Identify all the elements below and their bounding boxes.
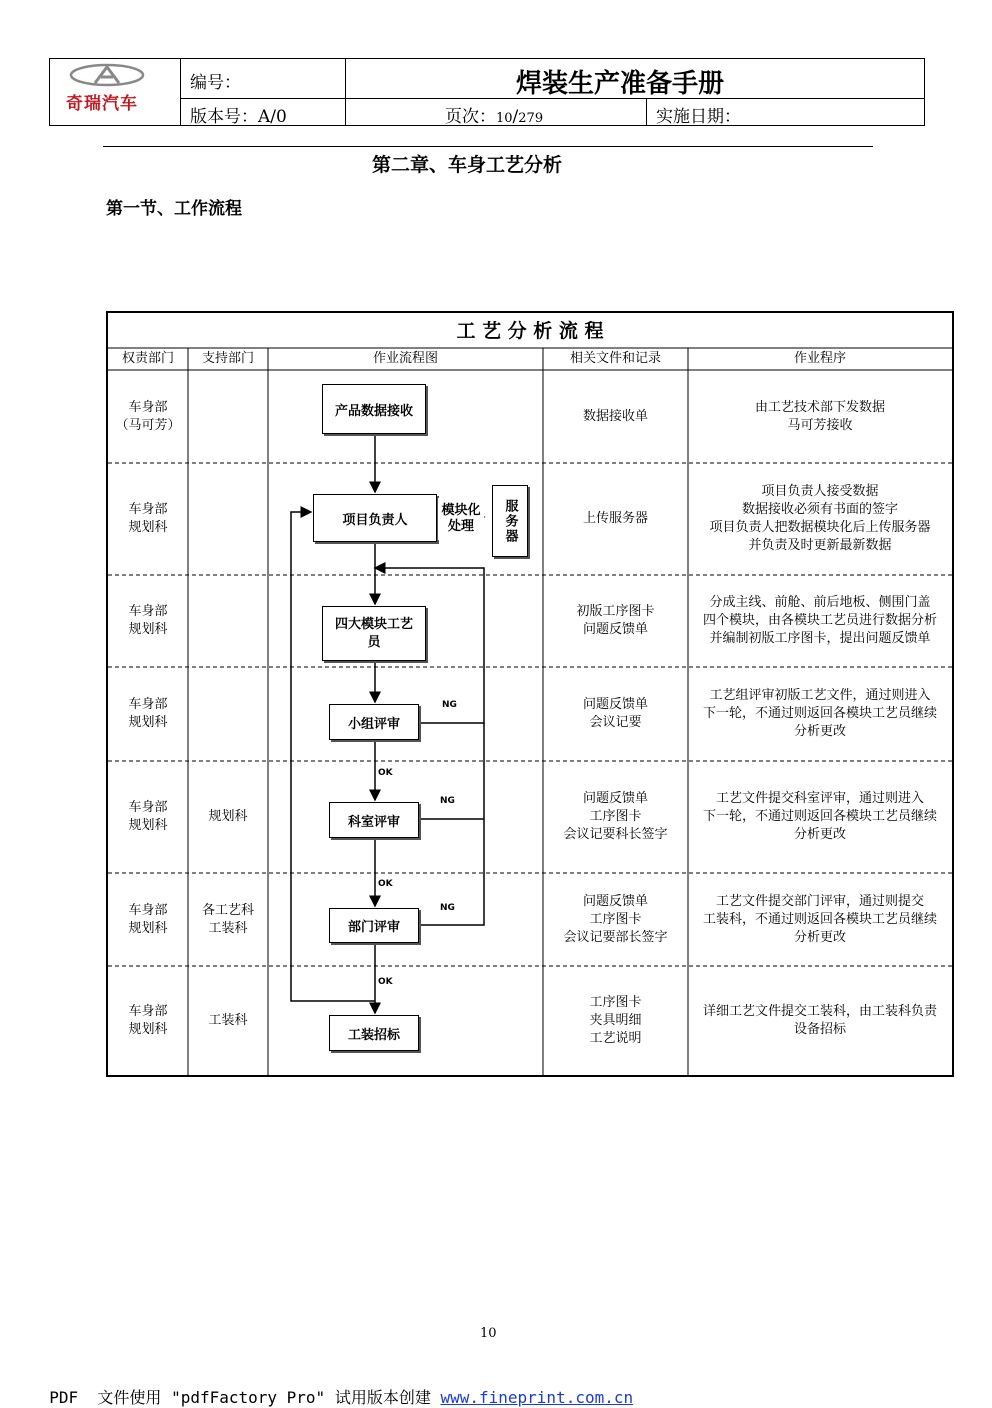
flow-box-receive: 产品数据接收 [322,384,426,434]
flow-table-title: 工 艺 分 析 流 程 [456,320,604,342]
flow-diagram [108,313,952,1075]
column-header-flow: 作业流程图 [372,351,438,366]
row-dept-line: 规划科 [128,1021,168,1037]
flow-box-division-review: 部门评审 [329,908,419,943]
footer-text: PDF 文件使用 "pdfFactory Pro" 试用版本创建 [49,1388,441,1407]
row-docs-line: 数据接收单 [582,408,648,424]
flow-box-four-modules: 四大模块工艺员 [322,606,426,661]
flow-box-project-lead: 项目负责人 [313,494,437,542]
row-docs-line: 工艺说明 [589,1030,642,1046]
row-procedure-line: 分析更改 [793,929,846,945]
row-docs-line: 上传服务器 [582,511,648,526]
row-procedure-line: 项目负责人接受数据 [761,484,879,499]
row-dept-line: 车身部 [128,604,168,619]
row-dept-line: 车身部 [128,800,168,815]
ng-label: NG [440,903,455,913]
ng-label: NG [442,700,457,710]
row-docs-line: 会议记要部长签字 [563,929,668,945]
row-procedure-line: 马可芳接收 [787,417,853,433]
logo-text: 奇瑞汽车 [66,94,138,114]
chery-logo-icon [68,63,146,87]
row-procedure-line: 详细工艺文件提交工装科，由工装科负责 [702,1003,937,1019]
ok-label: OK [378,879,393,889]
row-docs-line: 工序图卡 [589,911,642,927]
row-dept-line: 规划科 [128,818,168,833]
row-procedure-line: 四个模块，由各模块工艺员进行数据分析 [702,613,937,628]
row-procedure-line: 工装科，不通过则返回各模块工艺员继续 [702,911,937,927]
row-dept-line: 规划科 [128,920,168,936]
flow-box-team-review: 小组评审 [329,704,419,740]
row-support-line: 规划科 [208,809,248,824]
section-title: 第一节、工作流程 [106,199,242,219]
row-procedure-line: 工艺文件提交部门评审，通过则提交 [715,893,924,909]
column-header-procedure: 作业程序 [793,351,846,366]
row-docs-line: 工序图卡 [589,809,642,824]
row-docs-line: 问题反馈单 [582,697,648,712]
row-docs-line: 会议记要科长签字 [563,827,668,842]
page-count: 页次：10/279 [445,107,544,127]
row-procedure-line: 工艺组评审初版工艺文件，通过则进入 [709,688,931,703]
row-procedure-line: 并编制初版工序图卡，提出问题反馈单 [709,631,931,646]
row-docs-line: 问题反馈单 [582,893,648,909]
document-title: 焊装生产准备手册 [516,69,725,99]
flow-box-tender: 工装招标 [329,1015,419,1051]
row-dept-line: 车身部 [128,1003,168,1019]
row-dept-line: 车身部 [128,697,168,712]
column-header-dept: 权责部门 [121,351,174,366]
row-dept-line: 规划科 [128,622,168,637]
page-number: 10 [480,1326,497,1341]
row-separators [108,463,952,966]
version-label: 版本号：A/0 [190,107,287,127]
row-dept-line: 规划科 [128,715,168,730]
flow-box-dept-review: 科室评审 [329,802,419,838]
header-table [49,58,925,126]
row-docs-line: 会议记要 [589,715,642,730]
row-procedure-line: 并负责及时更新最新数据 [748,538,892,553]
chapter-title: 第二章、车身工艺分析 [372,154,563,176]
row-docs-line: 初版工序图卡 [576,604,655,619]
row-procedure-line: 下一轮，不通过则返回各模块工艺员继续 [702,809,937,824]
header-divider [103,146,873,147]
row-procedure-line: 工艺文件提交科室评审，通过则进入 [715,791,924,806]
row-procedure-line: 分析更改 [793,827,846,842]
date-label: 实施日期： [656,107,741,127]
ok-label: OK [378,768,393,778]
row-procedure-line: 下一轮，不通过则返回各模块工艺员继续 [702,706,937,721]
row-docs-line: 问题反馈单 [582,622,648,637]
ok-label: OK [378,977,393,987]
row-dept-line: 车身部 [128,902,168,918]
row-procedure-line: 由工艺技术部下发数据 [754,399,885,415]
row-procedure-line: 项目负责人把数据模块化后上传服务器 [709,520,931,535]
ng-label: NG [440,796,455,806]
row-docs-line: 夹具明细 [589,1012,642,1028]
row-docs-line: 问题反馈单 [582,791,648,806]
row-procedure-line: 数据接收必须有书面的签字 [741,502,898,517]
row-dept-line: （马可芳） [115,417,181,433]
row-procedure-line: 设备招标 [793,1021,846,1037]
process-flow-table [106,311,954,1077]
row-dept-line: 规划科 [128,520,168,535]
row-procedure-line: 分成主线、前舱、前后地板、侧围门盖 [709,595,931,610]
number-label: 编号： [190,73,241,93]
column-header-support: 支持部门 [201,351,254,366]
row-support-line: 工装科 [208,1012,248,1028]
column-header-docs: 相关文件和记录 [569,351,661,366]
row-docs-line: 工序图卡 [589,994,642,1010]
flow-box-modular: 模块化处理 [438,498,484,540]
row-dept-line: 车身部 [128,502,168,517]
row-procedure-line: 分析更改 [793,724,846,739]
footer-link[interactable]: www.fineprint.com.cn [440,1388,634,1407]
row-support-line: 各工艺科 [201,902,254,918]
flow-box-server: 服务器 [492,485,528,557]
row-dept-line: 车身部 [128,399,168,415]
row-support-line: 工装科 [208,920,248,936]
